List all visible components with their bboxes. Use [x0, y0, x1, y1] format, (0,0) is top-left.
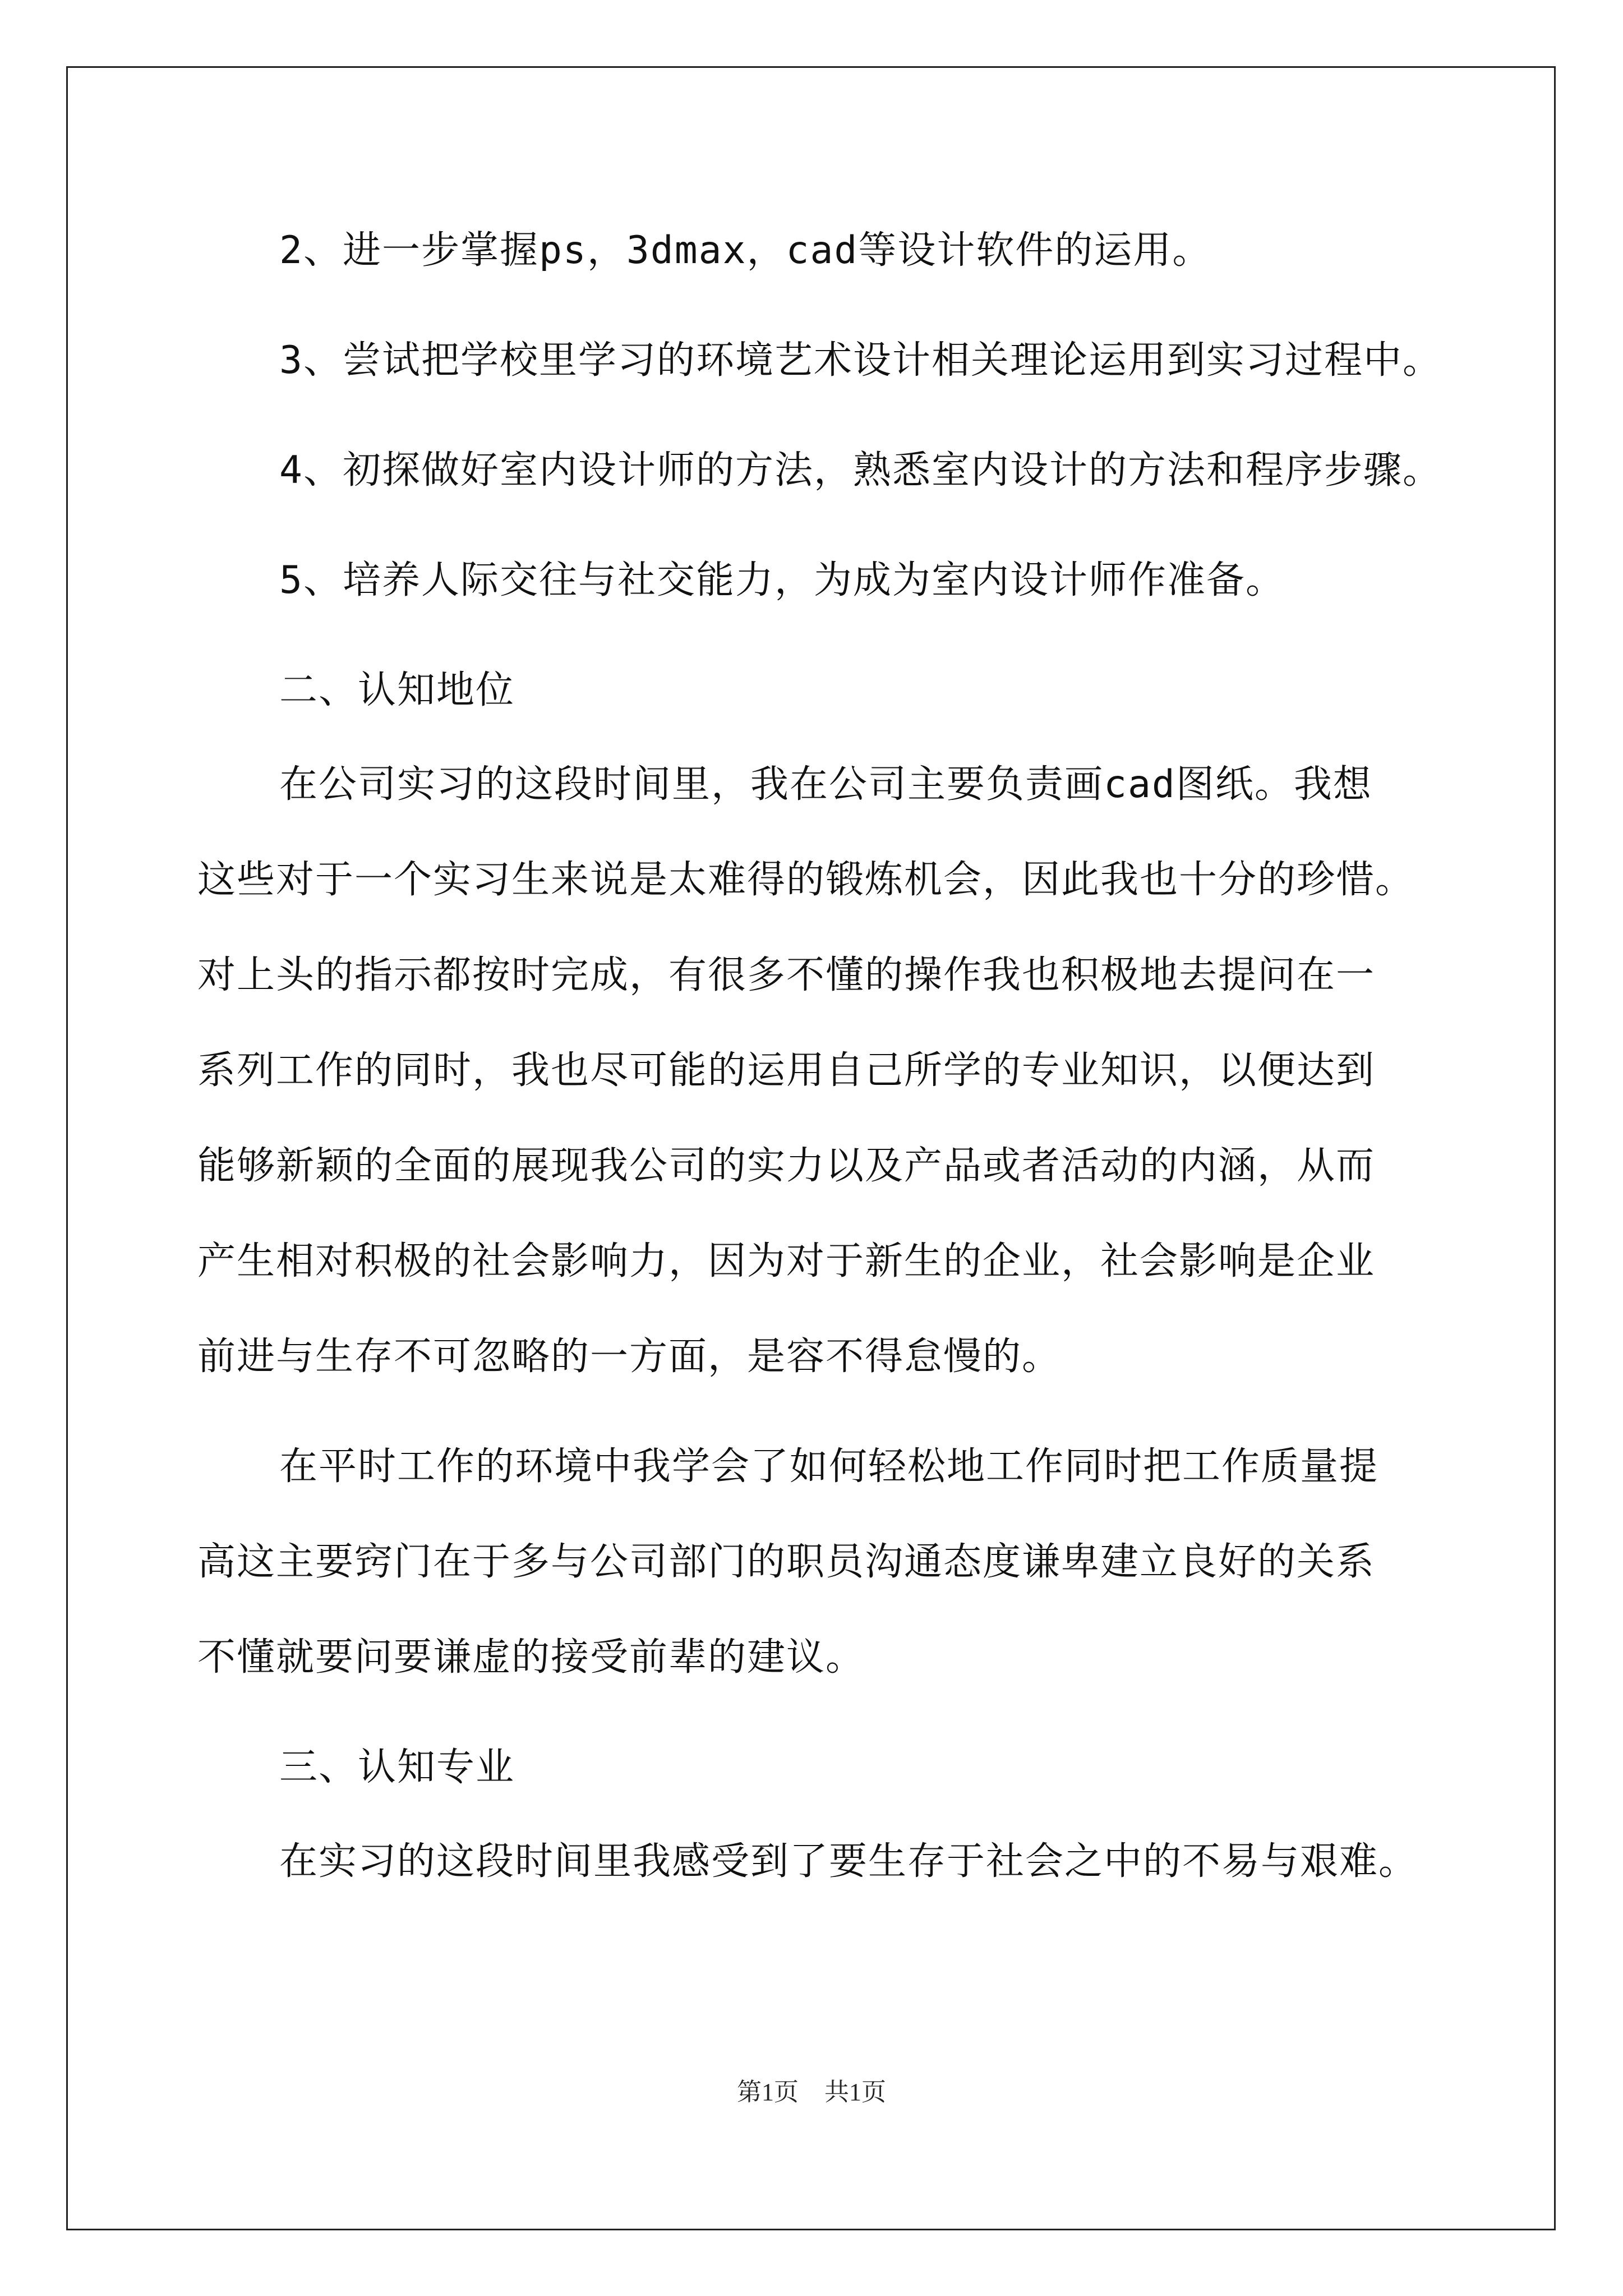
- page-number: 第1页: [737, 2078, 799, 2106]
- paragraph-2-line-2: 高这主要窍门在于多与公司部门的职员沟通态度谦卑建立良好的关系: [197, 1540, 1376, 1584]
- paragraph-1-line-7: 前进与生存不可忽略的一方面，是容不得怠慢的。: [197, 1335, 1062, 1379]
- paragraph-1-line-1: 在公司实习的这段时间里，我在公司主要负责画cad图纸。我想: [279, 762, 1372, 807]
- paragraph-2-line-1: 在平时工作的环境中我学会了如何轻松地工作同时把工作质量提: [279, 1444, 1379, 1489]
- paragraph-3-line-1: 在实习的这段时间里我感受到了要生存于社会之中的不易与艰难。: [279, 1839, 1418, 1884]
- section-heading-3: 三、认知专业: [279, 1745, 515, 1789]
- list-item-3: 3、尝试把学校里学习的环境艺术设计相关理论运用到实习过程中。: [279, 338, 1442, 383]
- paragraph-1-line-5: 能够新颖的全面的展现我公司的实力以及产品或者活动的内涵，从而: [197, 1144, 1376, 1188]
- page-footer: [0, 2076, 1623, 2109]
- page-total: 共1页: [824, 2078, 886, 2106]
- list-item-5: 5、培养人际交往与社交能力，为成为室内设计师作准备。: [279, 558, 1285, 602]
- section-heading-2: 二、认知地位: [279, 668, 515, 712]
- paragraph-1-line-2: 这些对于一个实习生来说是太难得的锻炼机会，因此我也十分的珍惜。: [197, 858, 1415, 902]
- paragraph-2-line-3: 不懂就要问要谦虚的接受前辈的建议。: [197, 1635, 865, 1680]
- list-item-4: 4、初探做好室内设计师的方法，熟悉室内设计的方法和程序步骤。: [279, 448, 1442, 493]
- paragraph-1-line-3: 对上头的指示都按时完成，有很多不懂的操作我也积极地去提问在一: [197, 953, 1376, 997]
- paragraph-1-line-4: 系列工作的同时，我也尽可能的运用自己所学的专业知识，以便达到: [197, 1048, 1376, 1093]
- paragraph-1-line-6: 产生相对积极的社会影响力，因为对于新生的企业，社会影响是企业: [197, 1239, 1376, 1283]
- list-item-2: 2、进一步掌握ps，3dmax，cad等设计软件的运用。: [279, 228, 1212, 273]
